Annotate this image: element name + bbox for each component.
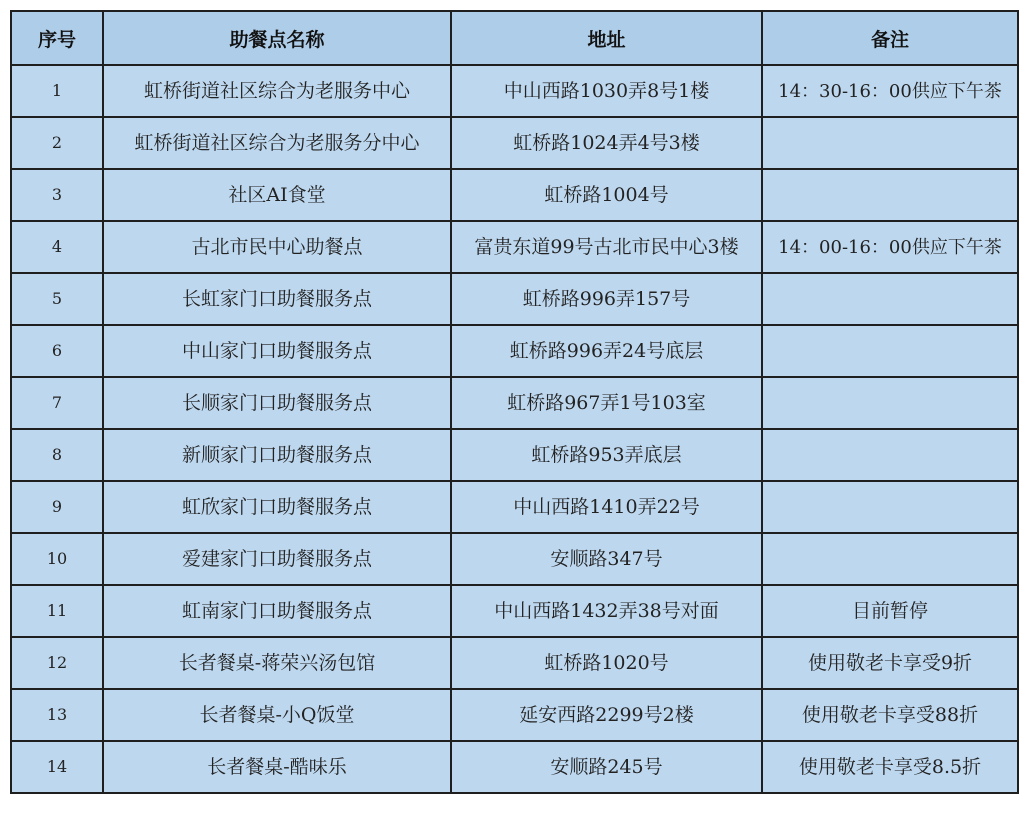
- table-row: [11, 221, 1018, 273]
- cell-address: 中山西路1410弄22号: [451, 481, 762, 533]
- cell-note: 使用敬老卡享受8.5折: [762, 741, 1018, 793]
- cell-name: 虹欣家门口助餐服务点: [103, 481, 451, 533]
- meal-points-table-container: [10, 10, 1017, 794]
- table-row: [11, 325, 1018, 377]
- cell-note: 目前暂停: [762, 585, 1018, 637]
- cell-address: 中山西路1432弄38号对面: [451, 585, 762, 637]
- table-row: [11, 689, 1018, 741]
- cell-no: 13: [11, 689, 103, 741]
- cell-no: 12: [11, 637, 103, 689]
- cell-address: 虹桥路996弄157号: [451, 273, 762, 325]
- cell-address: 虹桥路1004号: [451, 169, 762, 221]
- cell-name: 长者餐桌-酷味乐: [103, 741, 451, 793]
- cell-address: 虹桥路996弄24号底层: [451, 325, 762, 377]
- cell-name: 虹桥街道社区综合为老服务中心: [103, 65, 451, 117]
- cell-name: 新顺家门口助餐服务点: [103, 429, 451, 481]
- cell-no: 8: [11, 429, 103, 481]
- cell-no: 1: [11, 65, 103, 117]
- cell-address: 富贵东道99号古北市民中心3楼: [451, 221, 762, 273]
- cell-address: 延安西路2299号2楼: [451, 689, 762, 741]
- cell-no: 3: [11, 169, 103, 221]
- cell-name: 长虹家门口助餐服务点: [103, 273, 451, 325]
- table-row: [11, 377, 1018, 429]
- table-row: [11, 117, 1018, 169]
- table-row: [11, 637, 1018, 689]
- cell-no: 4: [11, 221, 103, 273]
- header-note: 备注: [762, 11, 1018, 65]
- cell-name: 中山家门口助餐服务点: [103, 325, 451, 377]
- table-row: [11, 585, 1018, 637]
- cell-name: 古北市民中心助餐点: [103, 221, 451, 273]
- table-row: [11, 533, 1018, 585]
- cell-address: 虹桥路1020号: [451, 637, 762, 689]
- cell-name: 长者餐桌-小Q饭堂: [103, 689, 451, 741]
- header-address: 地址: [451, 11, 762, 65]
- cell-address: 安顺路245号: [451, 741, 762, 793]
- cell-name: 虹桥街道社区综合为老服务分中心: [103, 117, 451, 169]
- table-row: [11, 481, 1018, 533]
- cell-name: 社区AI食堂: [103, 169, 451, 221]
- cell-address: 中山西路1030弄8号1楼: [451, 65, 762, 117]
- cell-note: [762, 273, 1018, 325]
- cell-note: 14：30-16：00供应下午茶: [762, 65, 1018, 117]
- cell-address: 虹桥路967弄1号103室: [451, 377, 762, 429]
- cell-no: 9: [11, 481, 103, 533]
- cell-address: 虹桥路953弄底层: [451, 429, 762, 481]
- header-name: 助餐点名称: [103, 11, 451, 65]
- cell-no: 14: [11, 741, 103, 793]
- table-row: [11, 169, 1018, 221]
- cell-no: 7: [11, 377, 103, 429]
- table-row: [11, 273, 1018, 325]
- cell-no: 5: [11, 273, 103, 325]
- table-row: [11, 65, 1018, 117]
- header-no: 序号: [11, 11, 103, 65]
- cell-no: 10: [11, 533, 103, 585]
- table-row: [11, 429, 1018, 481]
- cell-note: [762, 169, 1018, 221]
- cell-note: [762, 117, 1018, 169]
- cell-no: 6: [11, 325, 103, 377]
- cell-note: 使用敬老卡享受88折: [762, 689, 1018, 741]
- cell-note: 14：00-16：00供应下午茶: [762, 221, 1018, 273]
- cell-note: [762, 481, 1018, 533]
- cell-address: 安顺路347号: [451, 533, 762, 585]
- cell-name: 长顺家门口助餐服务点: [103, 377, 451, 429]
- cell-name: 长者餐桌-蒋荣兴汤包馆: [103, 637, 451, 689]
- cell-no: 2: [11, 117, 103, 169]
- cell-no: 11: [11, 585, 103, 637]
- cell-name: 爱建家门口助餐服务点: [103, 533, 451, 585]
- meal-points-table: [10, 10, 1019, 794]
- cell-note: [762, 325, 1018, 377]
- cell-address: 虹桥路1024弄4号3楼: [451, 117, 762, 169]
- cell-name: 虹南家门口助餐服务点: [103, 585, 451, 637]
- cell-note: [762, 377, 1018, 429]
- header-row: [11, 11, 1018, 65]
- cell-note: [762, 533, 1018, 585]
- table-row: [11, 741, 1018, 793]
- cell-note: 使用敬老卡享受9折: [762, 637, 1018, 689]
- cell-note: [762, 429, 1018, 481]
